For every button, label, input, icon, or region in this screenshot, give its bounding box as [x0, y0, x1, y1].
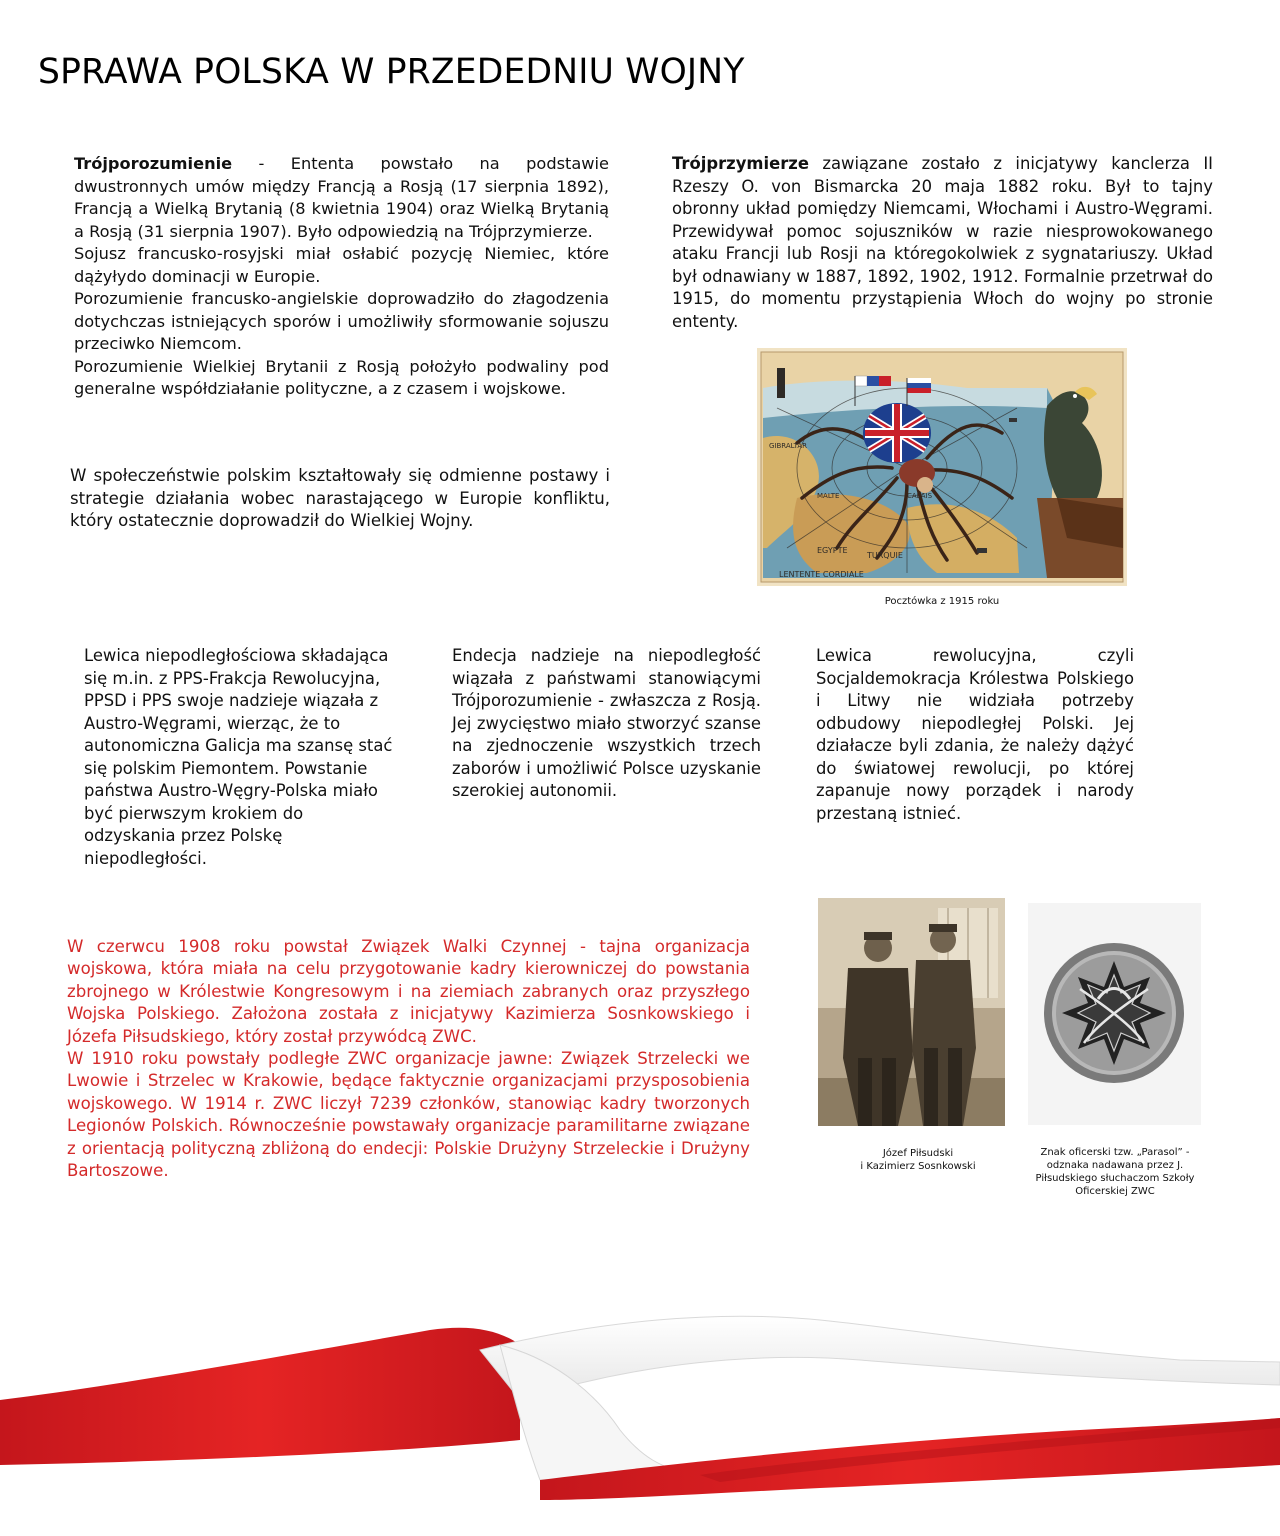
column-left-lewica-niepodleglosciowa: Lewica niepodległościowa składająca się m.in. z PPS-Frakcja Rewolucyjna, PPSD i PPS swoje nadzieje wiązała z Austro-Węgrami, wierząc, że to autonomiczna Galicja ma szansę stać się polskim Piemontem. Powstanie państwa Austro-Węgry-Polska miało być pierwszym krokiem do odzyskania przez Polskę niepodległości. — [84, 646, 393, 868]
triple-alliance-block: Trójprzymierze zawiązane zostało z inicjatywy kanclerza II Rzeszy O. von Bismarcka 20 maja 1882 roku. Był to tajny obronny układ pomiędzy Niemcami, Włochami i Austro-Węgrami. Przewidywał pomoc sojuszników w razie niesprowokowanego ataku Francji lub Rosji na któregokolwiek z sygnatariuszy. Układ był odnawiany w 1887, 1892, 1902, 1912. Formalnie przetrwał do 1915, do momentu przystąpienia Włoch do wojny po stronie ententy. — [672, 154, 1213, 331]
column-middle-endecja: Endecja nadzieje na niepodległość wiązała z państwami stanowiącymi Trójporozumienie - zwłaszcza z Rosją. Jej zwycięstwo miało stworzyć szanse na zjednoczenie wszystkich trzech zaborów i umożliwić Polsce uzyskanie szerokiej autonomii. — [452, 646, 761, 800]
entente-p3: Porozumienie francusko-angielskie doprowadziło do złagodzenia dotychczas istniejących sporów i umożliwiły sformowanie sojuszu przeciwko Niemcom. — [74, 289, 609, 353]
triple-term: Trójprzymierze — [672, 154, 809, 173]
zwc-block — [67, 936, 750, 1182]
postcard-label-bottom: LENTENTE CORDIALE — [779, 570, 864, 579]
postcard-caption: Pocztówka z 1915 roku — [884, 596, 1000, 607]
society-block: W społeczeństwie polskim kształtowały się odmienne postawy i strategie działania wobec narastającego w Europie konfliktu, który ostatecznie doprowadził do Wielkiej Wojny. — [70, 466, 610, 530]
entente-p2: Sojusz francusko-rosyjski miał osłabić pozycję Niemiec, które dążyłydo dominacji w Europie. — [74, 244, 609, 286]
column-right-lewica-rewolucyjna: Lewica rewolucyjna, czyli Socjaldemokracja Królestwa Polskiego i Litwy nie widziała potrzeby odbudowy niepodległej Polski. Jej działacze byli zdania, że należy dążyć do światowej rewolucji, po której zapanuje nowy porządek i narody przestaną istnieć. — [816, 646, 1134, 823]
page-title: SPRAWA POLSKA W PRZEDEDNIU WOJNY — [38, 52, 745, 92]
zwc-p1: W czerwcu 1908 roku powstał Związek Walki Czynnej - tajna organizacja wojskowa, która miała na celu przygotowanie kadry kierowniczej do powstania zbrojnego w Królestwie Kongresowym i na ziemiach zabranych oraz przyszłego Wojska Polskiego. Założona została z inicjatywy Kazimierza Sosnkowskiego i Józefa Piłsudskiego, który został przywódcą ZWC. — [67, 937, 750, 1046]
postcard-label-malte: MALTE — [817, 492, 840, 500]
zwc-p2: W 1910 roku powstały podległe ZWC organizacje jawne: Związek Strzelecki we Lwowie i Strzelec w Krakowie, będące faktycznie organizacjami przysposobienia wojskowego. W 1914 r. ZWC liczył 7239 członków, stanowiąc kadry tworzonych Legionów Polskich. Równocześnie powstawały organizacje paramilitarne związane z orientacją polityczną zbliżoną do endecji: Polskie Drużyny Strzeleckie i Drużyny Bartoszowe. — [67, 1049, 750, 1181]
polish-flag-ribbon — [0, 1290, 1280, 1536]
postcard-label-egypte: EGYPTE — [817, 546, 848, 555]
entente-block — [74, 153, 609, 401]
photo-parasol-badge — [1028, 903, 1201, 1125]
photo-pilsudski-sosnkowski — [818, 898, 1005, 1126]
postcard-label-gibraltar: GIBRALTAR — [769, 442, 807, 450]
postcard-label-calais: CALAIS — [907, 492, 933, 500]
postcard-image — [757, 348, 1127, 586]
photo2-caption: Znak oficerski tzw. „Parasol” - odznaka nadawana przez J. Piłsudskiego słuchaczom Szkoły Oficerskiej ZWC — [1035, 1147, 1195, 1197]
entente-intro: Trójporozumienie - Ententa powstało na podstawie dwustronnych umów między Francją a Rosją (17 sierpnia 1892), Francją a Wielką Brytanią (8 kwietnia 1904) oraz Wielką Brytanią a Rosją (31 sierpnia 1907). Było odpowiedzią na Trójprzymierze. — [74, 154, 609, 241]
postcard-label-turquie: TURQUIE — [867, 551, 903, 560]
photo1-caption: Józef Piłsudski i Kazimierz Sosnkowski — [860, 1148, 976, 1172]
entente-p4: Porozumienie Wielkiej Brytanii z Rosją położyło podwaliny pod generalne współdziałanie polityczne, a z czasem i wojskowe. — [74, 356, 609, 398]
entente-term: Trójporozumienie — [74, 154, 233, 173]
